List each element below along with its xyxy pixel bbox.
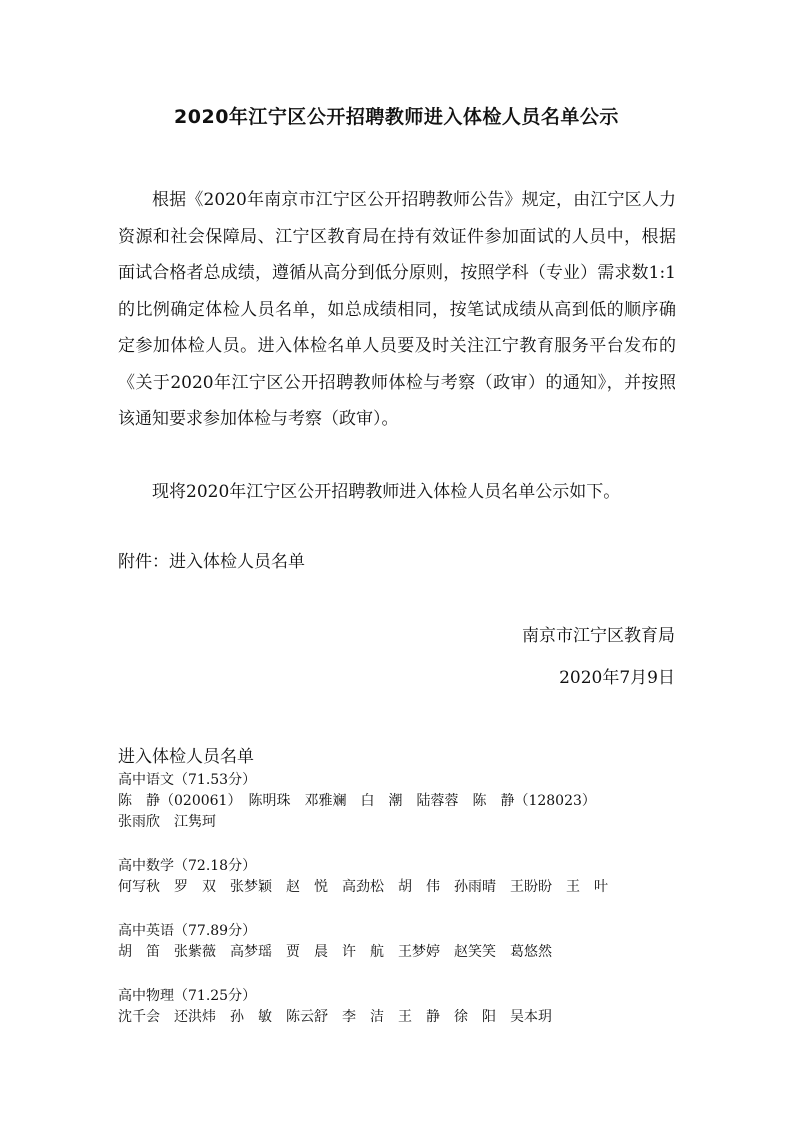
name-list [118,791,718,833]
page-title: 2020年江宁区公开招聘教师进入体检人员名单公示 [174,106,619,128]
subject-heading: 高中数学（72.18分） [118,858,257,874]
signature-date: 2020年7月9日 [559,668,675,688]
name-list [118,1007,718,1028]
subject-group-math [118,856,718,898]
attachment-line: 附件：进入体检人员名单 [118,552,305,572]
subject-heading: 高中语文（71.53分） [118,772,257,788]
announcement-paragraph: 现将2020年江宁区公开招聘教师进入体检人员名单公示如下。 [152,482,621,502]
subject-heading: 高中物理（71.25分） [118,988,257,1004]
notice-paragraph: 根据《2020年南京市江宁区公开招聘教师公告》规定，由江宁区人力资源和社会保障局、江宁区教育局在持有效证件参加面试的人员中，根据面试合格者总成绩，遵循从高分到低分原则，按照学科（专业）需求数1:1的比例确定体检人员名单，如总成绩相同，按笔试成绩从高到低的顺序确定参加体检人员。进入体检名单人员要及时关注江宁教育服务平台发布的《关于2020年江宁区公开招聘教师体检与考察（政审）的通知》，并按照该通知要求参加体检与考察（政审）。 [118,190,676,429]
list-title: 进入体检人员名单 [118,747,254,767]
signature-organization: 南京市江宁区教育局 [522,626,675,646]
subject-group-chinese [118,770,718,833]
name-line: 胡 笛 张紫薇 高梦瑶 贾 晨 许 航 王梦婷 赵笑笑 葛悠然 [118,944,552,960]
name-line: 张雨欣 江隽珂 [118,814,216,830]
name-line: 何写秋 罗 双 张梦颖 赵 悦 高劲松 胡 伟 孙雨晴 王盼盼 王 叶 [118,879,608,895]
name-line: 沈千会 还洪炜 孙 敏 陈云舒 李 洁 王 静 徐 阳 吴本玥 [118,1009,552,1025]
name-line: 陈 静（020061） 陈明珠 邓雅斓 白 潮 陆蓉蓉 陈 静（128023） [118,793,596,809]
subject-groups [118,770,718,1051]
subject-group-physics [118,986,718,1028]
subject-group-english [118,921,718,963]
name-list [118,942,718,963]
name-list [118,877,718,898]
subject-heading: 高中英语（77.89分） [118,923,257,939]
